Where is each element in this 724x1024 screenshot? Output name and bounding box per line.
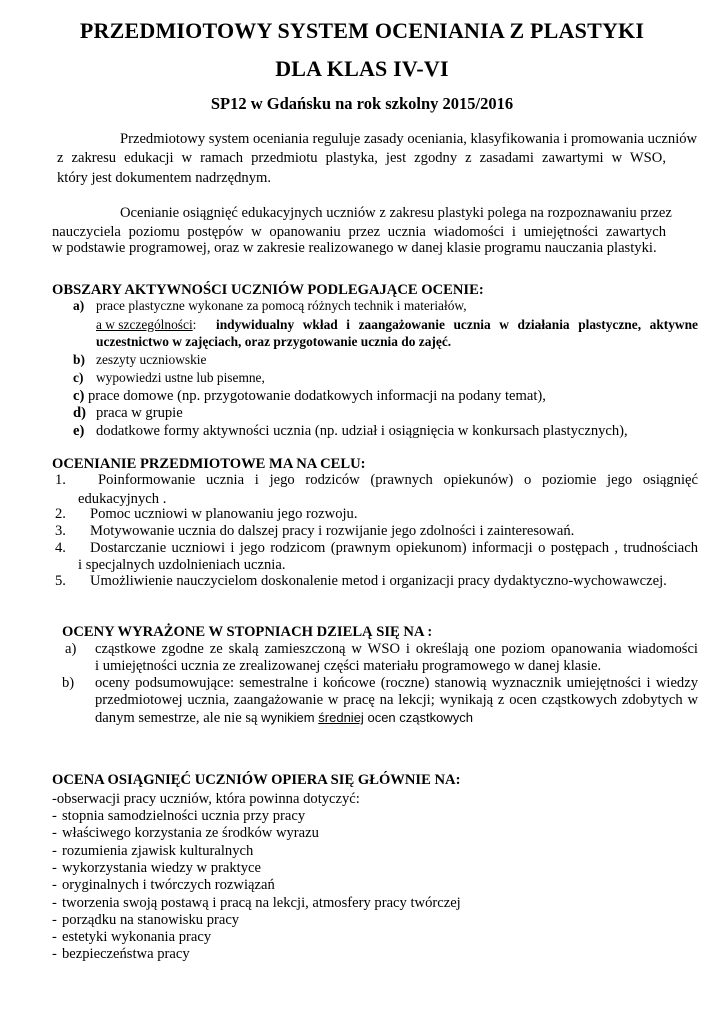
- list-item-text: estetyki wykonania pracy: [62, 929, 212, 946]
- list-label: 3.: [55, 523, 66, 539]
- detail-colon: :: [192, 317, 197, 332]
- text-sans: wynikiem: [261, 710, 315, 725]
- list-label: 4.: [55, 540, 66, 556]
- list-label: a): [73, 298, 85, 313]
- list-item: zeszyty uczniowskie: [96, 352, 207, 367]
- list-item: Umożliwienie nauczycielom doskonalenie metod i organizacji pracy dydaktyczno-wychowawczej.: [90, 573, 667, 589]
- list-item: [52, 842, 254, 861]
- list-item-text: prace domowe (np. przygotowanie dodatkowych informacji na podany temat),: [88, 388, 546, 404]
- bullet-dash: -: [52, 894, 57, 911]
- list-item: wypowiedzi ustne lub pisemne,: [96, 370, 265, 385]
- list-label: a): [65, 641, 77, 657]
- observation-intro: -obserwacji pracy uczniów, która powinna dotyczyć:: [52, 791, 360, 807]
- bullet-dash: -: [52, 859, 57, 876]
- section-heading-grades: OCENY WYRAŻONE W STOPNIACH DZIELĄ SIĘ NA :: [62, 624, 433, 640]
- list-item-text: tworzenia swoją postawą i pracą na lekcji, atmosfery pracy twórczej: [62, 894, 461, 911]
- list-item-text: stopnia samodzielności ucznia przy pracy: [62, 808, 306, 824]
- list-label: 2.: [55, 506, 66, 522]
- bullet-dash: -: [52, 808, 57, 824]
- list-item-text: oryginalnych i twórczych rozwiązań: [62, 877, 275, 894]
- list-item: [52, 807, 306, 826]
- list-label: e): [73, 423, 85, 439]
- list-item: [52, 894, 461, 913]
- intro-p2-line3: w podstawie programowej, oraz w zakresie realizowanego w danej klasie programu nauczania plastyki.: [52, 240, 657, 256]
- list-item: Pomoc uczniowi w planowaniu jego rozwoju.: [90, 506, 358, 522]
- intro-p1-line3: który jest dokumentem nadrzędnym.: [57, 170, 271, 186]
- bullet-dash: -: [52, 911, 57, 928]
- list-item-cont: edukacyjnych .: [78, 491, 167, 507]
- list-item: oceny podsumowujące: semestralne i końcowe (roczne) stanowią wyznacznik umiejętności i wiedzy: [95, 675, 698, 691]
- list-item-text: porządku na stanowisku pracy: [62, 911, 240, 928]
- section-heading-activity-areas: OBSZARY AKTYWNOŚCI UCZNIÓW PODLEGAJĄCE OCENIE:: [52, 282, 484, 298]
- list-item-cont: przedmiotowej ucznia, zaangażowanie w pracę na lekcji; wynikają z ocen cząstkowych zdobytych w: [95, 692, 698, 708]
- detail-bold-line1: indywidualny wkład i zaangażowanie ucznia w działania plastyczne, aktywne: [216, 317, 698, 332]
- list-item: dodatkowe formy aktywności ucznia (np. udział i osiągnięcia w konkursach plastycznych),: [96, 423, 628, 439]
- list-item-cont: i specjalnych uzdolnieniach ucznia.: [78, 557, 286, 573]
- bullet-dash: -: [52, 946, 57, 963]
- intro-p1-line1: Przedmiotowy system oceniania reguluje zasady oceniania, klasyfikowania i promowania uczniów: [120, 131, 698, 147]
- page-title: PRZEDMIOTOWY SYSTEM OCENIANIA Z PLASTYKI: [79, 18, 645, 43]
- list-label: b): [73, 352, 85, 367]
- text-sans: ocen cząstkowych: [367, 710, 473, 725]
- section-heading-goals: OCENIANIE PRZEDMIOTOWE MA NA CELU:: [52, 456, 366, 472]
- page-subtitle: DLA KLAS IV-VI: [275, 56, 449, 81]
- text-sans-underlined: średniej: [318, 710, 364, 725]
- list-item-cont: i umiejętności ucznia ze zrealizowanej części materiału programowego w danej klasie.: [95, 658, 602, 674]
- list-item: [52, 911, 240, 930]
- section-heading-assessment-basis: OCENA OSIĄGNIĘĆ UCZNIÓW OPIERA SIĘ GŁÓWNIE NA:: [52, 772, 461, 788]
- list-item: Motywowanie ucznia do dalszej pracy i rozwijanie jego zdolności i zainteresowań.: [90, 523, 575, 539]
- bullet-dash: -: [52, 877, 57, 894]
- list-item-text: bezpieczeństwa pracy: [62, 946, 190, 963]
- list-item: [52, 928, 212, 947]
- list-item: [52, 945, 190, 964]
- detail-bold-line2: uczestnictwo w zajęciach, oraz przygotowanie ucznia do zajęć.: [96, 334, 452, 349]
- list-label: b): [62, 675, 75, 691]
- intro-p2-line1: Ocenianie osiągnięć edukacyjnych uczniów z zakresu plastyki polega na rozpoznawaniu przez: [120, 205, 672, 221]
- list-item: praca w grupie: [96, 405, 183, 421]
- list-item: [52, 876, 275, 895]
- list-label: c): [73, 370, 84, 385]
- text-serif: danym semestrze, ale nie są: [95, 710, 258, 726]
- detail-line1: [96, 317, 196, 333]
- list-item: Dostarczanie uczniowi i jego rodzicom (prawnym opiekunom) informacji o postępach , trudnościach: [90, 540, 698, 556]
- list-item: cząstkowe zgodne ze skalą zamieszczoną w WSO i określają one poziom opanowania wiadomości: [95, 641, 698, 657]
- intro-p2-line2: nauczyciela poziomu postępów w opanowaniu przez ucznia wiadomości i umiejętności zawartych: [52, 224, 666, 240]
- bullet-dash: -: [52, 825, 57, 842]
- bullet-dash: -: [52, 842, 57, 859]
- detail-prefix: a w szczególności: [96, 317, 193, 332]
- list-item: prace plastyczne wykonane za pomocą różnych technik i materiałów,: [96, 298, 467, 313]
- list-item: [52, 824, 319, 843]
- list-label: 1.: [55, 472, 66, 488]
- list-label: 5.: [55, 573, 66, 589]
- school-year-line: SP12 w Gdańsku na rok szkolny 2015/2016: [210, 94, 514, 113]
- list-label: d): [73, 405, 86, 421]
- observation-list: [52, 807, 692, 987]
- list-item-last-line: [95, 708, 473, 728]
- list-item: Poinformowanie ucznia i jego rodziców (prawnych opiekunów) o poziomie jego osiągnięć: [98, 472, 698, 488]
- intro-p1-line2: z zakresu edukacji w ramach przedmiotu plastyka, jest zgodny z zasadami zawartymi w WSO,: [57, 150, 666, 166]
- bullet-dash: -: [52, 929, 57, 946]
- list-label: c): [73, 388, 85, 404]
- list-item: [52, 859, 261, 878]
- list-item-text: rozumienia zjawisk kulturalnych: [62, 842, 254, 859]
- list-item-text: wykorzystania wiedzy w praktyce: [62, 859, 261, 876]
- list-item-text: właściwego korzystania ze środków wyrazu: [62, 825, 319, 842]
